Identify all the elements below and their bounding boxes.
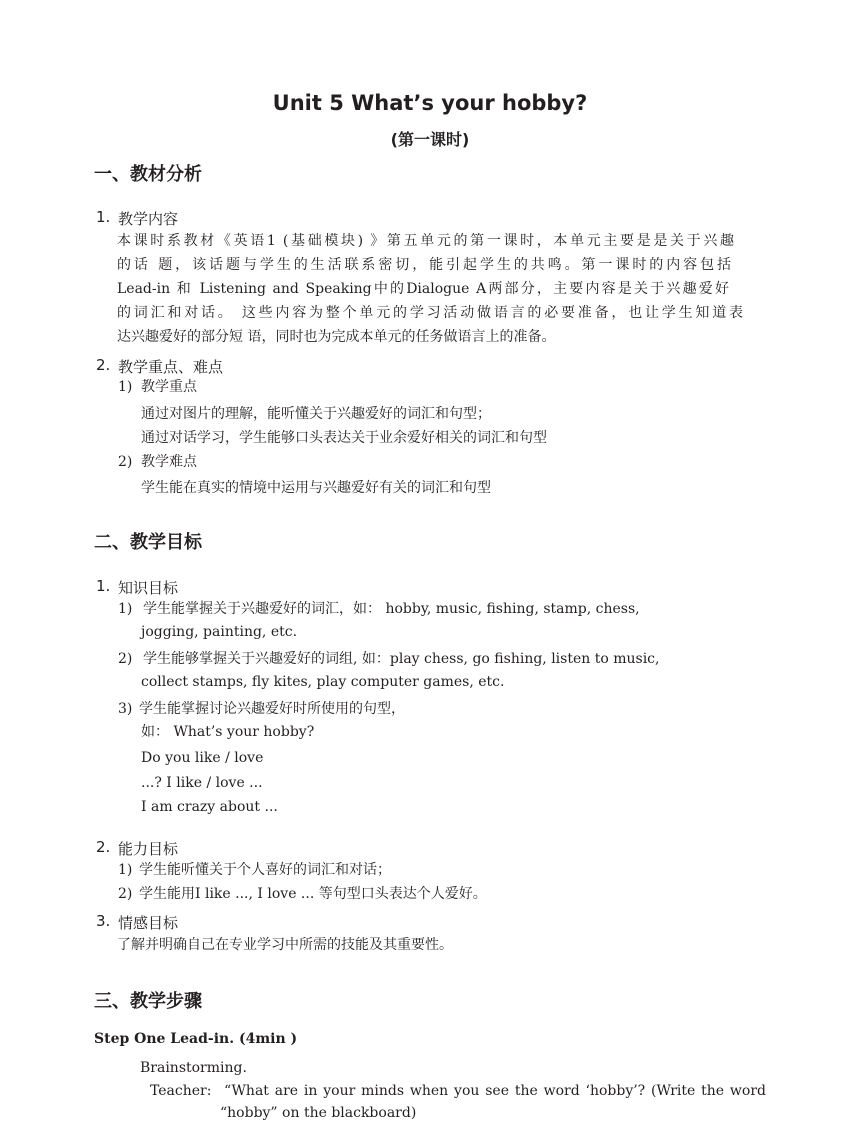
subitem-line: 学生能掌握关于兴趣爱好的词汇，如： hobby, music, fishing, stamp, chess, (143, 601, 640, 617)
sentence-pattern: ...? I like / love ... (141, 775, 263, 791)
subitem-line: 通过对图片的理解，能听懂关于兴趣爱好的词汇和句型； (141, 406, 491, 422)
item-label-key-points: 教学重点、难点 (118, 358, 224, 376)
item-number: 1. (96, 577, 111, 595)
subitem-number: 1) (118, 862, 133, 878)
document-subtitle: (第一课时) (390, 130, 470, 149)
paragraph-line: 本课时系教材《英语1 (基础模块) 》第五单元的第一课时，本单元主要是是关于兴趣 (117, 233, 734, 249)
item-label-content: 教学内容 (118, 210, 179, 228)
subitem-line: 学生能听懂关于个人喜好的词汇和对话； (139, 862, 391, 878)
sentence-pattern: 如： What’s your hobby? (141, 724, 315, 740)
document-title: Unit 5 What’s your hobby? (272, 91, 588, 115)
paragraph-line: 的词汇和对话。 这些内容为整个单元的学习活动做语言的必要准备，也让学生知道表 (117, 305, 743, 321)
item-label-emotion: 情感目标 (118, 914, 179, 932)
section-heading-steps: 三、教学步骤 (94, 991, 202, 1012)
subitem-number: 3) (118, 701, 133, 717)
dialogue-line: “What are in your minds when you see the word ‘hobby’? (Write the word (224, 1083, 766, 1099)
subitem-label-difficulty: 教学难点 (141, 454, 197, 470)
paragraph-line: 达兴趣爱好的部分短 语，同时也为完成本单元的任务做语言上的准备。 (117, 329, 556, 345)
item-label-knowledge: 知识目标 (118, 579, 179, 597)
item-number: 2. (96, 356, 111, 374)
subitem-number: 1) (118, 601, 133, 617)
subitem-line: jogging, painting, etc. (141, 624, 298, 640)
subitem-number: 2) (118, 651, 133, 667)
subitem-line: 学生能用I like ..., I love ... 等句型口头表达个人爱好。 (139, 886, 487, 902)
section-heading-objectives: 二、教学目标 (94, 532, 202, 553)
subitem-number: 2) (118, 886, 133, 902)
section-heading-analysis: 一、教材分析 (94, 164, 202, 185)
step-heading: Step One Lead-in. (4min ) (94, 1031, 298, 1047)
subitem-line: 学生能够掌握关于兴趣爱好的词组, 如：play chess, go fishing, listen to music, (143, 651, 660, 667)
subitem-line: 通过对话学习，学生能够口头表达关于业余爱好相关的词汇和句型 (141, 430, 547, 446)
subitem-number: 1) (118, 379, 133, 395)
step-activity: Brainstorming. (140, 1060, 247, 1076)
subitem-number: 2) (118, 454, 133, 470)
sentence-pattern: I am crazy about ... (141, 799, 278, 815)
subitem-line: 学生能在真实的情境中运用与兴趣爱好有关的词汇和句型 (141, 480, 491, 496)
item-number: 2. (96, 838, 111, 856)
paragraph-line: 了解并明确自己在专业学习中所需的技能及其重要性。 (117, 937, 453, 953)
paragraph-line: Lead-in 和 Listening and Speaking中的Dialogue A两部分，主要内容是关于兴趣爱好 (117, 281, 729, 297)
sentence-pattern: Do you like / love (141, 750, 264, 766)
item-number: 3. (96, 912, 111, 930)
item-number: 1. (96, 208, 111, 226)
subitem-label-focus: 教学重点 (141, 379, 197, 395)
paragraph-line: 的话 题，该话题与学生的生活联系密切，能引起学生的共鸣。第一课时的内容包括 (117, 257, 731, 273)
item-label-ability: 能力目标 (118, 840, 179, 858)
subitem-line: 学生能掌握讨论兴趣爱好时所使用的句型， (139, 701, 405, 717)
subitem-line: collect stamps, fly kites, play computer games, etc. (141, 674, 505, 690)
dialogue-line: “hobby” on the blackboard) (220, 1105, 417, 1121)
speaker-label: Teacher: (150, 1083, 212, 1099)
